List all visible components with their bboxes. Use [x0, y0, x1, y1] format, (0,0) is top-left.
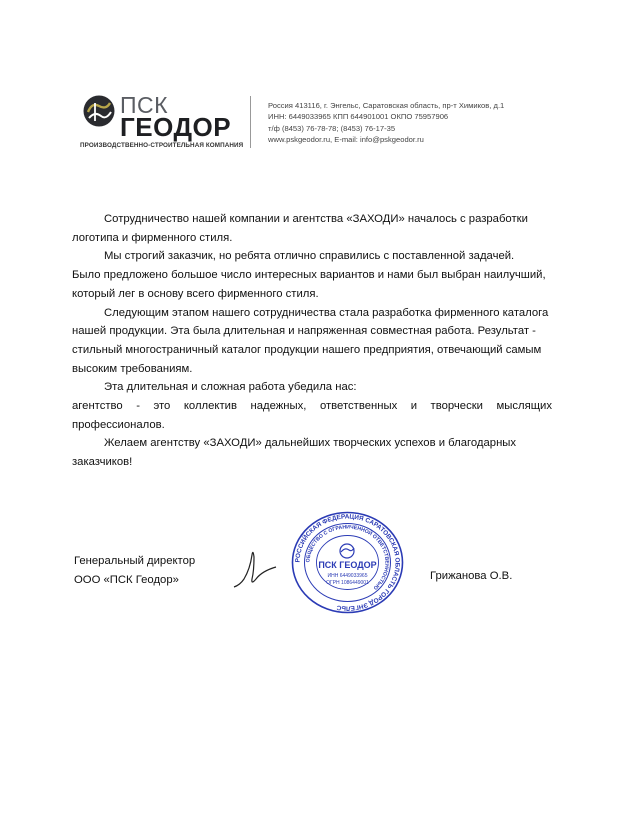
letter-line: нашей продукции. Эта была длительная и напряженная совместная работа. Результат - — [72, 325, 536, 338]
letter-line: Эта длительная и сложная работа убедила нас: — [104, 381, 357, 394]
seal-ogrn-text: ОГРН 1086449001 — [326, 580, 369, 586]
logo-tagline: ПРОИЗВОДСТВЕННО-СТРОИТЕЛЬНАЯ КОМПАНИЯ — [80, 142, 244, 149]
letter-line: заказчиков! — [72, 456, 133, 469]
letter-line: агентство - это коллектив надежных, ответственных и творчески мыслящих профессионалов. — [72, 400, 552, 431]
signatory-company: ООО «ПСК Геодор» — [74, 574, 179, 586]
contact-address: Россия 413116, г. Энгельс, Саратовская область, пр-т Химиков, д.1 — [268, 101, 505, 110]
company-logo — [80, 90, 244, 150]
signatory-block — [74, 552, 195, 590]
seal-outer-text: РОССИЙСКАЯ ФЕДЕРАЦИЯ САРАТОВСКАЯ ОБЛАСТЬ ГОРОД ЭНГЕЛЬС — [294, 513, 401, 612]
letter-body — [72, 210, 552, 472]
contact-requisites: ИНН: 6449033965 КПП 644901001 ОКПО 75957906 — [268, 112, 449, 122]
company-contacts — [268, 100, 504, 145]
header-divider — [250, 96, 251, 148]
letter-line: Было предложено большое число интересных вариантов и нами был выбран наилучший, — [72, 269, 546, 282]
company-seal — [285, 510, 410, 615]
signatory-name: Грижанова О.В. — [430, 570, 513, 582]
geodor-logo-icon — [82, 94, 116, 128]
letter-line: логотипа и фирменного стиля. — [72, 231, 233, 244]
seal-center-text: ПСК ГЕОДОР — [318, 560, 377, 570]
letter-line: Желаем агентству «ЗАХОДИ» дальнейших творческих успехов и благодарных — [104, 437, 517, 450]
letter-line: высоким требованиям. — [72, 362, 193, 375]
handwritten-signature — [230, 545, 280, 595]
letter-line: Следующим этапом нашего сотрудничества стала разработка фирменного каталога — [104, 306, 549, 319]
letter-line: Сотрудничество нашей компании и агентства «ЗАХОДИ» началось с разработки — [104, 213, 528, 225]
contact-web-email: www.pskgeodor.ru, E-mail: info@pskgeodor.ru — [268, 134, 424, 144]
seal-inn-text: ИНН 6449033965 — [327, 573, 368, 579]
seal-logo-icon — [340, 544, 354, 558]
letter-line: Мы строгий заказчик, но ребята отлично справились с поставленной задачей. — [104, 250, 515, 263]
logo-line-psk: ПСК — [120, 92, 169, 118]
logo-line-geodor: ГЕОДОР — [120, 112, 232, 142]
letter-line: который лег в основу всего фирменного стиля. — [72, 287, 319, 300]
letter-line: стильный многостраничный каталог продукции нашего предприятия, отвечающий самым — [72, 343, 542, 356]
signatory-position: Генеральный директор — [74, 555, 196, 567]
seal-inner-text: ОБЩЕСТВО С ОГРАНИЧЕННОЙ ОТВЕТСТВЕННОСТЬЮ — [305, 524, 390, 591]
contact-phones: т/ф (8453) 76-78-78; (8453) 76-17-35 — [268, 123, 396, 133]
